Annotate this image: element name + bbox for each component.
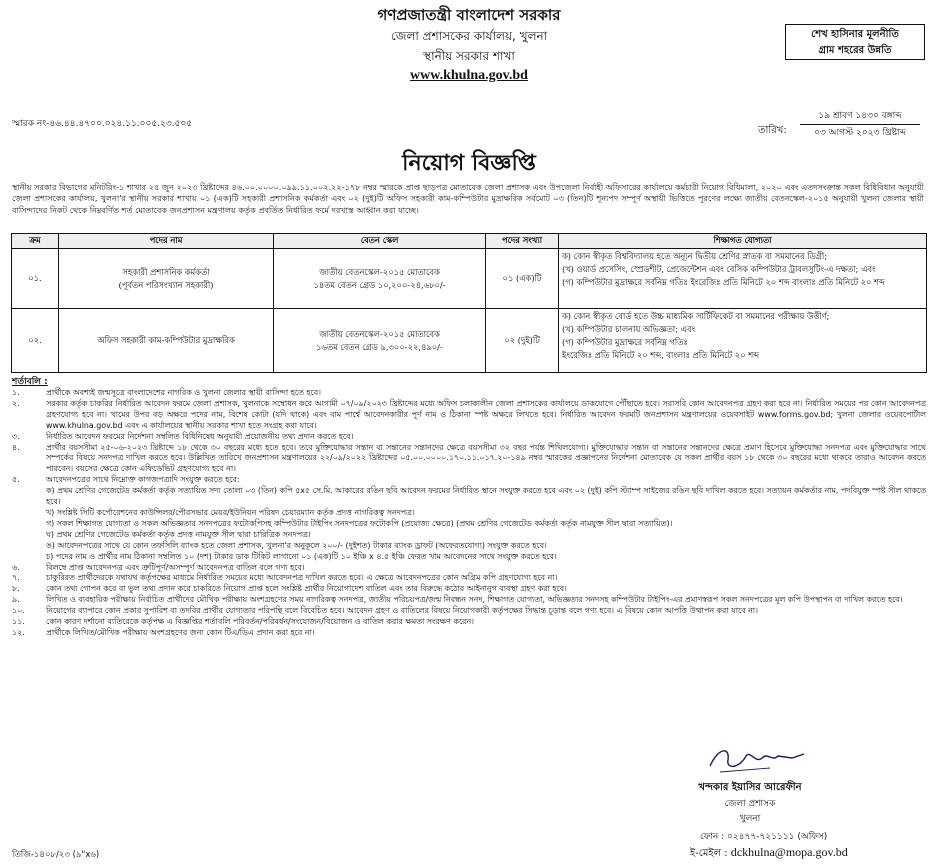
condition-item (8, 606, 926, 617)
qualification-item: (খ) কম্পিউটার চালনায় অভিজ্ঞতা; এবং (562, 324, 696, 334)
office-phone: ফোন : ০২৪৭৭-৭২১১১১ (অফিস) (700, 832, 828, 842)
post-name-line: অফিস সহকারী কাম-কম্পিউটার মুদ্রাক্ষরিক (97, 335, 235, 345)
footer-code: তিজি-১৪০৮/২৩ (৯"x৬) (12, 850, 100, 860)
date-english: ০৩ আগস্ট ২০২৩ খ্রিষ্টাব্দ (814, 128, 906, 138)
condition-item (8, 443, 926, 476)
condition-subitem (8, 530, 926, 541)
table-row (12, 309, 927, 373)
website-link[interactable]: www.khulna.gov.bd (410, 68, 528, 83)
row-post-count: ০২ (দুই)টি (486, 309, 559, 373)
condition-text: ঘ) প্রথম শ্রেণির গেজেটেড কর্মকর্তা কর্তৃক প্রদত্ত নামযুক্ত সীল দ্বারা চারিত্রিক সনদপত্র। (46, 529, 311, 539)
qualification-item: ক) কোন স্বীকৃত বোর্ড হতে উচ্চ মাধ্যমিক সার্টিফিকেট বা সমমানের পরীক্ষায় উত্তীর্ণ; (562, 311, 830, 321)
qualification-item: ক) কোন স্বীকৃত বিশ্ববিদ্যালয় হতে অন্যূন দ্বিতীয় শ্রেণির স্নাতক বা সমমানের ডিগ্রী; (562, 251, 828, 261)
condition-text: সরকার কর্তৃক চাকরির নির্ধারিত আবেদন ফরমে জেলা প্রশাসক, খুলনাকে সম্বোধন করে আগামী ০৭/০৯/২০২৩ খ্রিষ্টাব্দের মধ্যে অফিস চলাকালীন জেলা প্রশাসকের কার্যালয়ে ডাকযোগে পৌঁছাতে হবে। সরাসরি কোন আবেদনপত্র গ্রহণ করা হবে না। নির্ধারিত সময়ের পর কোন আবেদনপত্র গ্রহণযোগ্য হবে না। খামের উপর বড় অক্ষরে পদের নাম, বিশেষ কোটা (যদি থাকে) এবং বাম পার্শ্বে আবেদনকারীর পূর্ণ নাম ও ঠিকানা স্পষ্ট অক্ষরে লিখতে হবে। নির্ধারিত আবেদন ফরমটি জনপ্রশাসন মন্ত্রণালয়ের ওয়েবসাইট www.forms.gov.bd; খুলনা জেলার ওয়েবপোর্টাল www.khulna.gov.bd এবং এ কার্যালয়ের স্থানীয় সরকার শাখা হতে সংগ্রহ করা যাবে। (46, 398, 926, 430)
row-pay-scale (274, 249, 486, 309)
slogan-line-2: গ্রাম শহরের উন্নতি (818, 45, 892, 56)
conditions-list (8, 388, 926, 639)
slogan-box (785, 24, 925, 60)
table-row (12, 249, 927, 309)
condition-item (8, 563, 926, 574)
pay-grade-line: ১৬তম বেতন গ্রেড ৯,৩০০-২২,৪৯০/- (316, 341, 443, 352)
condition-item (8, 388, 926, 399)
signatory-designation: জেলা প্রশাসক (724, 799, 776, 809)
pay-scale-line: জাতীয় বেতনস্কেল-২০১৫ মোতাবেক (319, 266, 440, 277)
memo-number: স্মারক নং-৪৬.৪৪.৪৭০০.০২৪.১১.০০৫.২৩.৫০৫ (12, 119, 193, 129)
row-serial: ০১. (12, 249, 59, 309)
condition-number: ৫. (12, 475, 20, 485)
condition-item (8, 628, 926, 639)
condition-text: ঙ) আবেদনপত্রের সাথে যে কোন তফসিলি ব্যাংক হতে জেলা প্রশাসক, খুলনা'র অনুকূলে ২০০/- (দুইশত) টাকার ব্যাংক ড্রাফট (অফেরতযোগ্য) সংযুক্ত করতে হবে। (46, 540, 547, 550)
pay-grade-line: ১৪তম বেতন গ্রেড ১০,২০০-২৪,৬৮০/- (313, 279, 446, 290)
email-address[interactable]: dckhulna@mopa.gov.bd (730, 845, 848, 859)
condition-text: প্রার্থীকে অবশ্যই জন্মসূত্রে বাংলাদেশের নাগরিক ও খুলনা জেলার স্থায়ী বাসিন্দা হতে হবে। (46, 388, 321, 397)
post-name-subline: (পূর্বতন পরিসংখ্যান সহকারী) (118, 279, 214, 290)
intro-paragraph: স্থানীয় সরকার বিভাগের মনিটরিং-১ শাখার ২৫ জুন ২০২৩ খ্রিষ্টাব্দের ৪৬.০০.০০০০.০৯৯.১১.০০২.২২-১৭৮ নম্বর স্মারকে প্রাপ্ত ছাড়পত্র মোতাবেক জেলা প্রশাসক এবং উপজেলা নির্বাহী অফিসারের কার্যালয়ে কর্মচারী নিয়োগ বিধিমালা, ২০২০ এবং এতদসংক্রান্ত সকল বিধিবিধান অনুযায়ী জেলা প্রশাসকের কার্যালয়, খুলনা'র স্থানীয় সরকার শাখায় ০১ (এক)টি সহকারী প্রশাসনিক কর্মকর্তা এবং ০২ (দুই)টি অফিস সহকারী কাম-কম্পিউটার মুদ্রাক্ষরিক সর্বমোট ০৩ (তিন)টি শূন্যপদ সম্পূর্ণ অস্থায়ী ভিত্তিতে পূরণের লক্ষ্যে জাতীয় বেতনস্কেল-২০১৫ অনুযায়ী খুলনা জেলার স্থায়ী বাসিন্দাদের নিকট থেকে নিম্নবর্ণিত শর্ত মোতাবেক জনপ্রশাসন মন্ত্রণালয় কর্তৃক প্রবর্তিত নির্ধারিত ফর্মে দরখাস্ত আহ্বান করা যাচ্ছে। (12, 182, 924, 215)
header-qualification: শিক্ষাগত যোগ্যতা (559, 234, 927, 249)
pay-scale-line: জাতীয় বেতনস্কেল-২০১৫ মোতাবেক (319, 328, 440, 339)
condition-number (8, 486, 46, 508)
condition-number: ৮. (12, 584, 20, 594)
condition-text: চ) পদের নাম ও প্রার্থীর নাম ঠিকানা সম্বলিত ১০ (দশ) টাকার ডাক টিকিট লাগানো ০১ (এক)টি ১০ ইঞ্চি x ৪.৫ ইঞ্চি ফেরত খাম আবেদনের সাথে সংযুক্ত করতে হবে। (46, 551, 557, 561)
condition-subitem (8, 486, 926, 508)
condition-number (8, 519, 46, 530)
date-bangla: ১৯ শ্রাবণ ১৪৩০ বঙ্গাব্দ (800, 108, 920, 125)
qualification-item: ইংরেজিঃ প্রতি মিনিটে ২০ শব্দ, বাংলাঃ প্রতি মিনিটে ২০ শব্দ (562, 350, 759, 360)
condition-text: বিলম্বে প্রাপ্ত আবেদনপত্র এবং ত্রুটিপূর্ণ/অসম্পূর্ণ আবেদনপত্র বাতিল বলে গণ্য হবে। (46, 562, 305, 572)
handwritten-signature (700, 738, 820, 778)
header-post-name: পদের নাম (59, 234, 274, 249)
condition-text: আবেদনপত্রের সাথে নিম্নোক্ত কাগজপত্রাদি সংযুক্ত করতে হবে: (46, 475, 240, 485)
condition-number: ৬. (12, 562, 20, 572)
condition-text: কোন তথ্য গোপন করে বা ভুল তথ্য প্রদান করে চাকরিতে নিয়োগ প্রাপ্ত হলে সংশ্লিষ্ট প্রার্থীর নিয়োগাদেশ বাতিল এবং তার বিরুদ্ধে কঠোর আইনানুগ ব্যবস্থা গ্রহণ করা হবে। (46, 584, 567, 594)
condition-number (8, 508, 46, 519)
condition-number: ৪. (12, 442, 20, 452)
condition-number: ১১. (12, 617, 25, 627)
condition-number: ৩. (12, 431, 20, 441)
signatory-name: খন্দকার ইয়াসির আরেফীন (698, 782, 802, 793)
condition-text: কোন কারণ দর্শানো ব্যতিরেকে কর্তৃপক্ষ এ বিজ্ঞপ্তির শর্তাবলি পরিবর্তন/পরিবর্ধন/সংযোজন/বিয়োজন ও বাতিল করার ক্ষমতা সংরক্ষণ করেন। (46, 617, 474, 627)
government-title: গণপ্রজাতন্ত্রী বাংলাদেশ সরকার (377, 6, 561, 24)
condition-item (8, 475, 926, 486)
signatory-location: খুলনা (739, 814, 761, 824)
condition-text: ক) প্রথম শ্রেণির গেজেটেড কর্মকর্তা কর্তৃক সত্যায়িত সদ্য তোলা ০৩ (তিন) কপি ৫x৫ সে.মি. আকারের রঙিন ছবি আবেদন ফরমের নির্ধারিত স্থানে সংযুক্ত করতে হবে এবং ০২ (দুই) কপি স্ট্যাম্প সাইজের রঙিন ছবি দাখিল করতে হবে। সত্যায়ন কর্মকর্তার নাম, পদবিযুক্ত স্পষ্ট সীল থাকতে হবে। (46, 486, 926, 507)
condition-item (8, 595, 926, 606)
row-post-name (59, 309, 274, 373)
condition-text: চাকুরিরত প্রার্থীদেরকে যথাযথ কর্তৃপক্ষের মাধ্যমে নির্ধারিত সময়ের মধ্যে আবেদনপত্র দাখিল করতে হবে। এ ক্ষেত্রে আবেদনপত্রের কোন অগ্রিম কপি গ্রহণযোগ্য হবে না। (46, 573, 558, 583)
row-qualification (559, 309, 927, 373)
condition-item (8, 399, 926, 432)
posts-table (11, 233, 927, 373)
header-post-count: পদের সংখ্যা (486, 234, 559, 249)
condition-item (8, 573, 926, 584)
row-serial: ০২. (12, 309, 59, 373)
row-qualification (559, 249, 927, 309)
condition-number (8, 530, 46, 541)
branch-name: স্থানীয় সরকার শাখা (423, 49, 515, 63)
table-header-row (12, 234, 927, 249)
condition-number: ২. (12, 398, 20, 408)
qualification-item: (খ) ওয়ার্ড প্রসেসিং, স্প্রেডশীট, প্রেজেন্টেশন এবং বেসিক কম্পিউটার ট্রাবলসুটিং-এ দক্ষতা; এবং (562, 264, 876, 274)
email-label: ই-মেইল : (690, 848, 728, 859)
qualification-item: (গ) কম্পিউটার মুদ্রাক্ষরে সর্বনিম্ন গতিঃ (562, 337, 688, 347)
row-post-count: ০১ (এক)টি (486, 249, 559, 309)
condition-text: প্রার্থীর বয়সসীমা ২৫-০৬-২০২৩ খ্রিষ্টাব্দে ১৮ থেকে ৩০ বছরের মধ্যে হতে হবে। তবে মুক্তিযোদ্ধার সন্তান বা সন্তানের সন্তানদের ক্ষেত্রে বয়সসীমা ৩২ বছর পর্যন্ত শিথিলযোগ্য। মুক্তিযোদ্ধার সন্তান বা সন্তানের সন্তানদের ক্ষেত্রে প্রমাণ হিসেবে মুক্তিযোদ্ধা সনদপত্র এবং মুক্তিযোদ্ধার সাথে সম্পর্কের বিষয়ে সনদপত্র দাখিল করতে হবে। উল্লিখিত তারিখে জনপ্রশাসন মন্ত্রণালয়ের ২২/০৯/২০২২ খ্রিষ্টাব্দের ০৫.০০.০০০০.১৭০.১১.০১৭.২০-১৪৯ নম্বর স্মারকের প্রজ্ঞাপনের নির্দেশনা মোতাবেক যে সকল প্রার্থীর বয়স ১৮ থেকে ৩০ বছরের মধ্যে থাকবে তারাও আবেদন করতে পারবেন। বয়সের ক্ষেত্রে কোন এফিডেভিট গ্রহণযোগ্য হবে না। (46, 442, 926, 474)
header-serial: ক্রম (12, 234, 59, 249)
condition-item (8, 617, 926, 628)
condition-text: গ) সকল শিক্ষাগত যোগ্যতা ও সকল অভিজ্ঞতার সনদপত্রের ফটোকপিসহ কম্পিউটার টাইপিং সনদপত্রের ফটোকপি (প্রযোজ্য ক্ষেত্রে) (প্রথম শ্রেণির গেজেটেড কর্মকর্তা কর্তৃক নামযুক্ত সীল দ্বারা সত্যায়িত)। (46, 518, 673, 528)
condition-number (8, 552, 46, 563)
row-pay-scale (274, 309, 486, 373)
condition-item (8, 432, 926, 443)
date-label: তারিখ: (758, 125, 787, 136)
contact-email (690, 845, 848, 863)
condition-number: ১২. (12, 627, 25, 637)
row-post-name (59, 249, 274, 309)
page-title: নিয়োগ বিজ্ঞপ্তি (402, 151, 536, 176)
condition-subitem (8, 541, 926, 552)
condition-number: ৭. (12, 573, 20, 583)
condition-subitem (8, 508, 926, 519)
condition-text: লিখিত ও ব্যবহারিক পরীক্ষায় নির্বাচিত প্রার্থীদের মৌখিক পরীক্ষায় অংশগ্রহণের সময় নাগরিকত্ব সনদপত্র, জাতীয় পরিচয়পত্র/জন্ম নিবন্ধন সনদ, শিক্ষাগত যোগ্যতা, অভিজ্ঞতার সনদসহ কম্পিউটার টাইপিং-এর প্রমাণস্বরূপ সকল সনদপত্রের মূল কপি উপস্থাপন বা দাখিল করতে হবে। (46, 595, 903, 605)
condition-number (8, 541, 46, 552)
conditions-heading: শর্তাবলি : (12, 377, 48, 387)
condition-text: খ) সংশ্লিষ্ট সিটি কর্পোরেশনের কাউন্সিলর/পৌরসভার মেয়র/ইউনিয়ন পরিষদ চেয়ারম্যান কর্তৃক প্রদত্ত নাগরিকত্ব সনদপত্র। (46, 507, 415, 517)
condition-number: ৯. (12, 595, 20, 605)
condition-text: নিয়োগের ব্যাপারে কোন প্রকার সুপারিশ বা তদবির প্রার্থীর যোগ্যতার পরিপন্থি বলে বিবেচিত হবে। আবেদন গ্রহণ ও বাতিলের বিষয়ে নিয়োগকারী কর্তৃপক্ষের সিদ্ধান্ত চূড়ান্ত বলে গণ্য হবে। এ বিষয়ে কোন আপত্তি উত্থাপন করা যাবে না। (46, 606, 758, 616)
condition-number: ১. (12, 388, 20, 397)
office-name: জেলা প্রশাসকের কার্যালয়, খুলনা (390, 29, 548, 43)
slogan-line-1: শেখ হাসিনার মূলনীতি (811, 29, 899, 40)
condition-item (8, 584, 926, 595)
condition-text: নির্ধারিত আবেদন ফরমের নির্দেশনা সম্বলিত বিধিনিষেধ অনুযায়ী প্রয়োজনীয় তথ্য প্রদান করতে হবে। (46, 431, 354, 441)
qualification-item: (গ) কম্পিউটার মুদ্রাক্ষরে সর্বনিম্ন গতিঃ ইংরেজিঃ প্রতি মিনিটে ২০ শব্দ বাংলাঃ প্রতি মিনিটে ২০ শব্দ (562, 277, 885, 287)
header-pay-scale: বেতন স্কেল (274, 234, 486, 249)
condition-subitem (8, 519, 926, 530)
post-name-line: সহকারী প্রশাসনিক কর্মকর্তা (122, 266, 210, 277)
condition-number: ১০. (12, 606, 25, 616)
condition-text: প্রার্থীকে লিখিত/মৌখিক পরীক্ষায় অংশগ্রহণের জন্য কোন টিএ/ডিএ প্রদান করা হবে না। (46, 627, 315, 637)
condition-subitem (8, 552, 926, 563)
